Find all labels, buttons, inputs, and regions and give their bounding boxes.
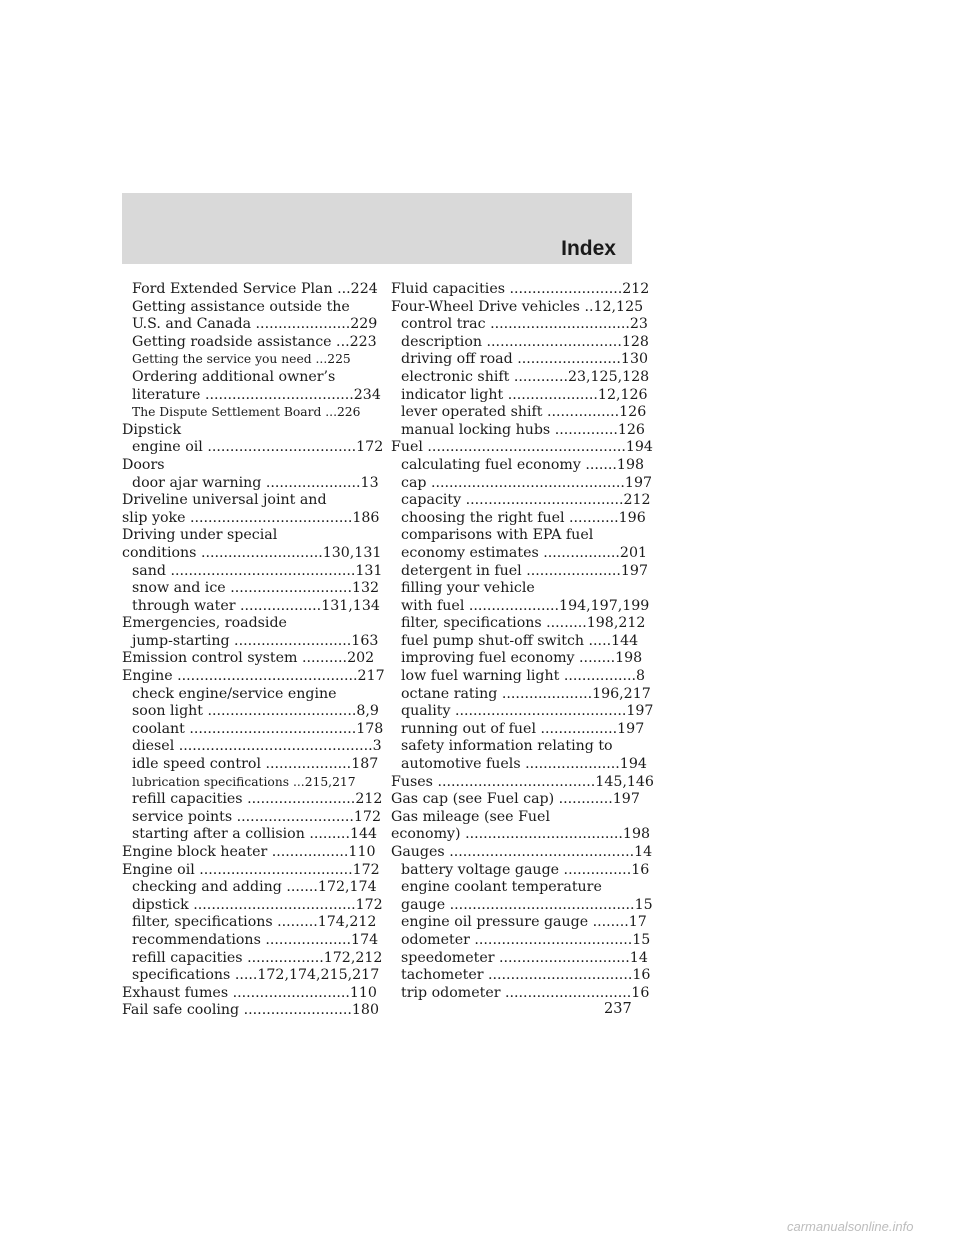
index-entry: Driveline universal joint and [122, 492, 327, 509]
index-entry: octane rating ....................196,217 [401, 685, 651, 702]
index-entry: Fail safe cooling ........................180 [122, 1002, 379, 1019]
index-entry: starting after a collision .........144 [132, 826, 378, 843]
index-entry: sand .........................................131 [132, 562, 383, 579]
index-entry: safety information relating to [401, 738, 613, 755]
index-entry: Fluid capacities .........................212 [391, 281, 650, 297]
index-entry: battery voltage gauge ...............16 [401, 861, 650, 878]
section-title: Index [561, 237, 616, 260]
index-entry: through water ..................131,134 [132, 597, 380, 614]
index-entry: slip yoke ....................................186 [122, 509, 380, 526]
index-entry: idle speed control ...................187 [132, 756, 379, 773]
index-entry: engine oil .................................172 [132, 439, 384, 456]
index-entry: Gas mileage (see Fuel [391, 808, 550, 825]
index-entry: Emission control system ..........202 [122, 650, 375, 667]
index-entry: manual locking hubs ..............126 [401, 421, 645, 438]
index-entry: filter, specifications .........198,212 [401, 615, 646, 632]
index-entry: comparisons with EPA fuel [401, 527, 594, 544]
index-entry: detergent in fuel .....................197 [401, 562, 648, 579]
index-entry: Gas cap (see Fuel cap) ............197 [391, 791, 640, 808]
index-entry: cap ...........................................197 [401, 474, 652, 491]
index-entry: economy estimates .................201 [401, 544, 648, 561]
index-entry: tachometer ................................16 [401, 967, 651, 984]
index-entry: description ..............................128 [401, 333, 649, 350]
index-entry: engine coolant temperature [401, 879, 602, 896]
index-column-right [391, 281, 654, 1002]
index-entry: snow and ice ...........................132 [132, 580, 380, 597]
section-header-band [122, 193, 632, 264]
index-entry: with fuel ....................194,197,199 [401, 597, 650, 614]
index-entry: Engine ........................................217 [122, 668, 385, 685]
index-entry: lever operated shift ................126 [401, 404, 647, 421]
index-entry: checking and adding .......172,174 [132, 879, 377, 896]
index-entry: Engine block heater .................110 [122, 844, 376, 860]
index-entry: gauge .........................................15 [401, 896, 653, 913]
index-entry: dipstick ....................................172 [132, 896, 383, 913]
index-entry: low fuel warning light ................8 [401, 668, 646, 685]
index-entry: conditions ...........................130,131 [122, 544, 382, 561]
index-entry: engine oil pressure gauge ........17 [401, 914, 647, 931]
index-entry: Ford Extended Service Plan ...224 [132, 281, 378, 297]
index-entry: automotive fuels .....................194 [401, 756, 647, 773]
watermark: carmanualsonline.info [787, 1219, 914, 1234]
index-entry: odometer ...................................15 [401, 931, 651, 948]
index-entry: Fuel ............................................194 [391, 439, 653, 456]
index-entry: diesel ...........................................3 [132, 738, 382, 755]
page-number: 237 [604, 1001, 632, 1017]
index-entry: coolant .....................................178 [132, 720, 384, 737]
index-entry: Getting assistance outside the [132, 298, 350, 315]
index-entry: electronic shift ............23,125,128 [401, 368, 650, 385]
index-entry: refill capacities .................172,212 [132, 949, 383, 966]
index-entry: filling your vehicle [401, 580, 535, 597]
index-entry: improving fuel economy ........198 [401, 650, 643, 667]
index-entry: Engine oil ..................................172 [122, 861, 380, 878]
index-entry: calculating fuel economy .......198 [401, 456, 645, 473]
index-entry: Gauges .........................................14 [391, 844, 653, 860]
index-entry: jump-starting ..........................163 [132, 632, 379, 649]
index-entry: soon light .................................8,9 [132, 703, 379, 720]
index-entry: lubrication specifications ...215,217 [132, 774, 356, 789]
index-entry: specifications .....172,174,215,217 [132, 967, 380, 984]
index-entry: speedometer .............................14 [401, 949, 648, 966]
index-entry: check engine/service engine [132, 685, 337, 702]
index-entry: Four-Wheel Drive vehicles ..12,125 [391, 298, 644, 315]
index-entry: literature .................................234 [132, 386, 381, 403]
index-entry: The Dispute Settlement Board ...226 [132, 405, 361, 420]
index-entry: driving off road .......................130 [401, 351, 648, 368]
index-entry: Fuses ...................................145,146 [391, 773, 654, 790]
index-entry: Getting roadside assistance ...223 [132, 333, 377, 350]
index-entry: Driving under special [122, 527, 278, 544]
index-entry: refill capacities ........................212 [132, 791, 383, 808]
index-entry: Ordering additional owner’s [132, 368, 336, 385]
index-entry: filter, specifications .........174,212 [132, 914, 377, 931]
index-entry: Doors [122, 456, 165, 473]
index-entry: choosing the right fuel ...........196 [401, 509, 646, 526]
index-entry: Emergencies, roadside [122, 615, 287, 632]
index-entry: Getting the service you need ...225 [132, 352, 351, 367]
index-entry: indicator light ....................12,126 [401, 386, 648, 403]
index-entry: running out of fuel .................197 [401, 720, 645, 737]
index-entry: capacity ...................................212 [401, 492, 651, 509]
index-entry: recommendations ...................174 [132, 931, 379, 948]
index-entry: fuel pump shut-off switch .....144 [401, 632, 639, 649]
index-entry: Dipstick [122, 421, 182, 438]
index-entry: control trac ...............................23 [401, 316, 648, 333]
index-entry: quality ......................................197 [401, 703, 654, 720]
index-entry: trip odometer ............................16 [401, 984, 650, 1001]
index-column-left [122, 281, 385, 1020]
index-entry: door ajar warning .....................13 [132, 474, 379, 491]
index-entry: Exhaust fumes ..........................110 [122, 984, 377, 1001]
index-entry: service points ..........................172 [132, 808, 381, 825]
index-entry: economy) ...................................198 [391, 826, 650, 843]
index-entry: U.S. and Canada .....................229 [132, 316, 378, 333]
